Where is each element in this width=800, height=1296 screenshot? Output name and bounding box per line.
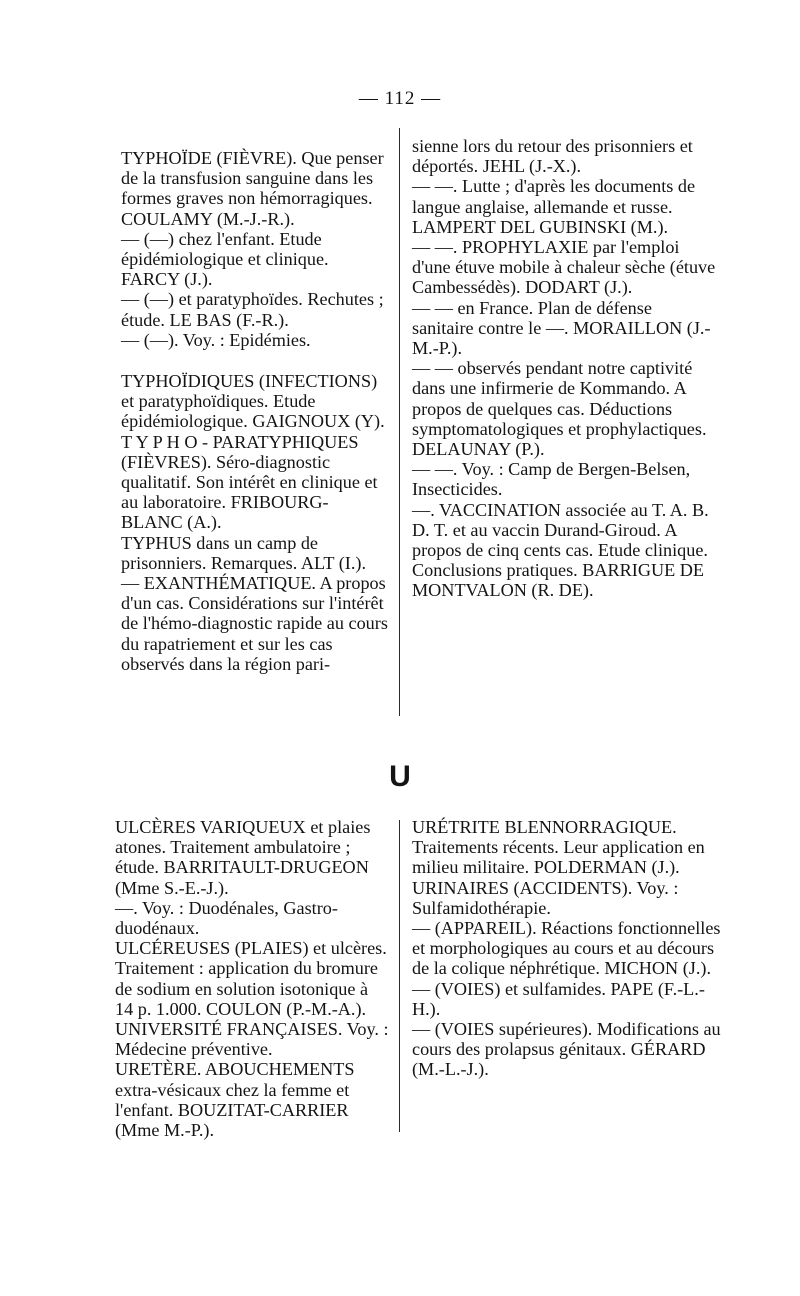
- index-entry: — — observés pendant notre captivité dans une infirmerie de Kommando. A propos de quelques cas. Déductions symptomatologiques et prophylactiques. DELAUNAY (P.).: [412, 358, 707, 460]
- index-entry: TYPHOÏDE (FIÈVRE). Que penser de la transfusion sanguine dans les formes graves non hémorragiques. COULAMY (M.-J.-R.).: [121, 148, 384, 229]
- index-column-right-top: [412, 136, 718, 601]
- index-column-left-bottom: [115, 817, 390, 1140]
- index-entry: — (—) chez l'enfant. Etude épidémiologique et clinique. FARCY (J.).: [121, 228, 329, 290]
- index-entry: URINAIRES (ACCIDENTS). Voy. : Sulfamidothérapie.: [412, 877, 679, 918]
- section-letter: U: [389, 760, 411, 793]
- index-entry: —. VACCINATION associée au T. A. B. D. T. et au vaccin Durand-Giroud. A propos de cinq cents cas. Etude clinique. Conclusions pratiques. BARRIGUE DE MONTVALON (R. DE).: [412, 499, 709, 601]
- index-entry: ULCÈRES VARIQUEUX et plaies atones. Traitement ambulatoire ; étude. BARRITAULT-DRUGEON (Mme S.-E.-J.).: [115, 817, 371, 898]
- index-entry: — (—). Voy. : Epidémies.: [121, 329, 311, 350]
- index-column-right-bottom: [412, 817, 722, 1080]
- index-entry: — —. Lutte ; d'après les documents de langue anglaise, allemande et russe. LAMPERT DEL GUBINSKI (M.).: [412, 176, 696, 237]
- index-entry: URETÈRE. ABOUCHEMENTS extra-vésicaux chez la femme et l'enfant. BOUZITAT-CARRIER (Mme M.-P.).: [115, 1059, 355, 1141]
- index-entry: TYPHUS dans un camp de prisonniers. Remarques. ALT (I.).: [121, 532, 366, 573]
- index-entry: T Y P H O - PARATYPHIQUES (FIÈVRES). Séro-diagnostic qualitatif. Son intérêt en clinique et au laboratoire. FRIBOURG-BLANC (A.).: [121, 431, 378, 533]
- index-entry: —. Voy. : Duodénales, Gastro-duodénaux.: [115, 897, 338, 939]
- index-entry: — —. PROPHYLAXIE par l'emploi d'une étuve mobile à chaleur sèche (étuve Cambessédès). DODART (J.).: [412, 237, 716, 298]
- index-entry: URÉTRITE BLENNORRAGIQUE. Traitements récents. Leur application en milieu militaire. POLDERMAN (J.).: [412, 817, 705, 878]
- column-divider: [399, 820, 400, 1132]
- index-entry: — EXANTHÉMATIQUE. A propos d'un cas. Considérations sur l'intérêt de l'hémo-diagnostic rapide au cours du rapatriement et sur les cas observés dans la région pari-: [121, 573, 388, 674]
- index-entry: — (VOIES) et sulfamides. PAPE (F.-L.-H.).: [412, 978, 705, 1019]
- index-entry: — — en France. Plan de défense sanitaire contre le —. MORAILLON (J.-M.-P.).: [412, 297, 711, 359]
- column-divider: [399, 128, 400, 716]
- index-entry: sienne lors du retour des prisonniers et déportés. JEHL (J.-X.).: [412, 136, 693, 177]
- index-entry: TYPHOÏDIQUES (INFECTIONS) et paratyphoïdiques. Etude épidémiologique. GAIGNOUX (Y).: [121, 371, 385, 432]
- index-entry: UNIVERSITÉ FRANÇAISES. Voy. : Médecine préventive.: [115, 1019, 389, 1060]
- index-entry: — (VOIES supérieures). Modifications au cours des prolapsus génitaux. GÉRARD (M.-L.-J.).: [412, 1019, 721, 1080]
- index-column-left-top: [121, 148, 389, 674]
- index-entry: — (—) et paratyphoïdes. Rechutes ; étude. LE BAS (F.-R.).: [121, 289, 384, 330]
- index-entry: — —. Voy. : Camp de Bergen-Belsen, Insecticides.: [412, 459, 691, 500]
- page-number: — 112 —: [358, 88, 442, 109]
- index-entry: ULCÉREUSES (PLAIES) et ulcères. Traitement : application du bromure de sodium en solution isotonique à 14 p. 1.000. COULON (P.-M.-A.).: [115, 938, 387, 1019]
- index-entry: — (APPAREIL). Réactions fonctionnelles et morphologiques au cours et au décours de la colique néphrétique. MICHON (J.).: [412, 918, 721, 979]
